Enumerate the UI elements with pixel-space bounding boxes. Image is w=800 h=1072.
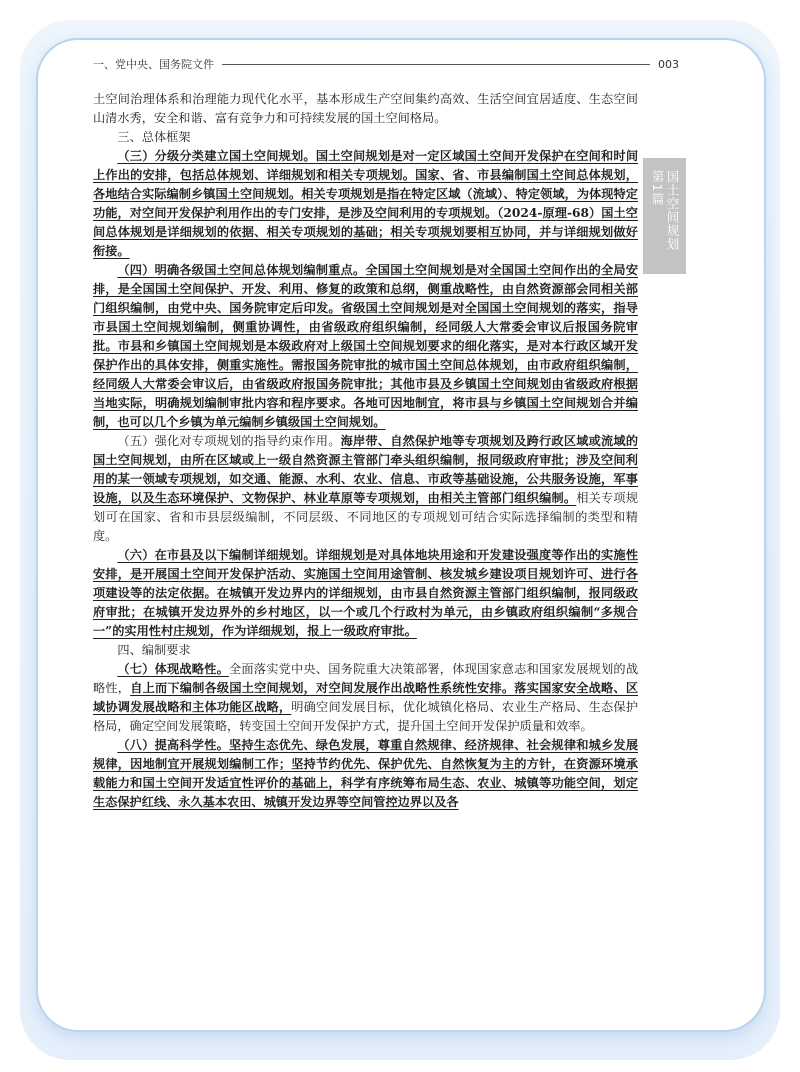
paragraph-5 xyxy=(93,432,638,546)
paragraph-continued: 土空间治理体系和治理能力现代化水平，基本形成生产空间集约高效、生活空间宜居适度、生态空间山清水秀，安全和谐、富有竞争力和可持续发展的国土空间格局。 xyxy=(93,92,638,125)
paragraph-6-text: 详细规划是对具体地块用途和开发建设强度等作出的实施性安排，是开展国土空间开发保护活动、实施国土空间用途管制、核发城乡建设项目规划许可、进行各项建设等的法定依据。在城镇开发边界内的详细规划，由市县自然资源主管部门组织编制，报同级政府审批；在城镇开发边界外的乡村地区，以一个或几个行政村为单元，由乡镇政府组织编制“多规合一”的实用性村庄规划，作为详细规划，报上一级政府审批。 xyxy=(93,548,639,638)
paragraph-4 xyxy=(93,261,638,432)
paragraph-5-heading: （五）强化对专项规划的指导约束作用。 xyxy=(117,434,341,448)
paragraph-4-heading: （四）明确各级国土空间总体规划编制重点。 xyxy=(117,263,366,277)
header-section-title: 一、党中央、国务院文件 xyxy=(93,58,214,71)
paragraph-7-heading: （七）体现战略性。 xyxy=(117,662,229,676)
document-body xyxy=(93,90,638,812)
paragraph-6 xyxy=(93,546,638,641)
side-tab-title: 国土空间规划 xyxy=(665,170,680,251)
paragraph-8-text: 坚持生态优先、绿色发展，尊重自然规律、经济规律、社会规律和城乡发展规律，因地制宜开展规划编制工作；坚持节约优先、保护优先、自然恢复为主的方针，在资源环境承载能力和国土空间开发适宜性评价的基础上，科学有序统筹布局生态、农业、城镇等功能空间，划定生态保护红线、永久基本农田、城镇开发边界等空间管控边界以及各 xyxy=(93,738,639,809)
paragraph-7-emphasis: 自上而下编制各级国土空间规划，对空间发展作出战略性系统性安排。落实国家安全战略、区域协调发展战略和主体功能区战略， xyxy=(93,681,639,714)
paragraph-8 xyxy=(93,736,638,812)
side-tab-part: 第1篇 xyxy=(650,170,665,206)
paragraph-7-text-a: 全面落实党中央、国务院重大决策部署，体现国家意志和国家发展规划的战略性， xyxy=(93,662,639,695)
paragraph-8-heading: （八）提高科学性。 xyxy=(117,738,229,752)
paragraph-7-text-b: 明确空间发展目标，优化城镇化格局、农业生产格局、生态保护格局，确定空间发展策略，转变国土空间开发保护方式，提升国土空间开发保护质量和效率。 xyxy=(93,700,639,733)
paragraph-4-text: 全国国土空间规划是对全国国土空间作出的全局安排，是全国国土空间保护、开发、利用、修复的政策和总纲，侧重战略性，由自然资源部会同相关部门组织编制，由党中央、国务院审定后印发。省级国土空间规划是对全国国土空间规划的落实，指导市县国土空间规划编制，侧重协调性，由省级政府组织编制，经同级人大常委会审议后报国务院审批。市县和乡镇国土空间规划是本级政府对上级国土空间规划要求的细化落实，是对本行政区域开发保护作出的具体安排，侧重实施性。需报国务院审批的城市国土空间总体规划，由市政府组织编制，经同级人大常委会审议后，由省级政府报国务院审批；其他市县及乡镇国土空间规划由省级政府根据当地实际，明确规划编制审批内容和程序要求。各地可因地制宜，将市县与乡镇国土空间规划合并编制，也可以几个乡镇为单元编制乡镇级国土空间规划。 xyxy=(93,263,639,429)
paragraph-5-emphasis: 海岸带、自然保护地等专项规划及跨行政区域或流域的国土空间规划，由所在区域或上一级自然资源主管部门牵头组织编制，报同级政府审批；涉及空间利用的某一领域专项规划，如交通、能源、水利、农业、信息、市政等基础设施，公共服务设施，军事设施，以及生态环境保护、文物保护、林业草原等专项规划，由相关主管部门组织编制。 xyxy=(93,434,639,505)
paragraph-5-text: 相关专项规划可在国家、省和市县层级编制，不同层级、不同地区的专项规划可结合实际选择编制的类型和精度。 xyxy=(93,491,639,543)
paragraph-7 xyxy=(93,660,638,736)
running-header xyxy=(93,56,679,72)
section-heading-three: 三、总体框架 xyxy=(117,130,191,144)
paragraph-6-heading: （六）在市县及以下编制详细规划。 xyxy=(117,548,316,562)
page-number: 003 xyxy=(658,57,679,71)
paragraph-3 xyxy=(93,147,638,261)
section-heading-four: 四、编制要求 xyxy=(117,643,191,657)
header-rule xyxy=(222,64,650,65)
chapter-side-tab xyxy=(643,158,686,274)
paragraph-3-text: 国土空间规划是对一定区域国土空间开发保护在空间和时间上作出的安排，包括总体规划、详细规划和相关专项规划。国家、省、市县编制国土空间总体规划，各地结合实际编制乡镇国土空间规划。相关专项规划是指在特定区域（流域）、特定领域，为体现特定功能，对空间开发保护利用作出的专门安排，是涉及空间利用的专项规划。（2024-原理-68）国土空间总体规划是详细规划的依据、相关专项规划的基础；相关专项规划要相互协同，并与详细规划做好衔接。 xyxy=(93,149,639,258)
paragraph-3-heading: （三）分级分类建立国土空间规划。 xyxy=(117,149,316,163)
